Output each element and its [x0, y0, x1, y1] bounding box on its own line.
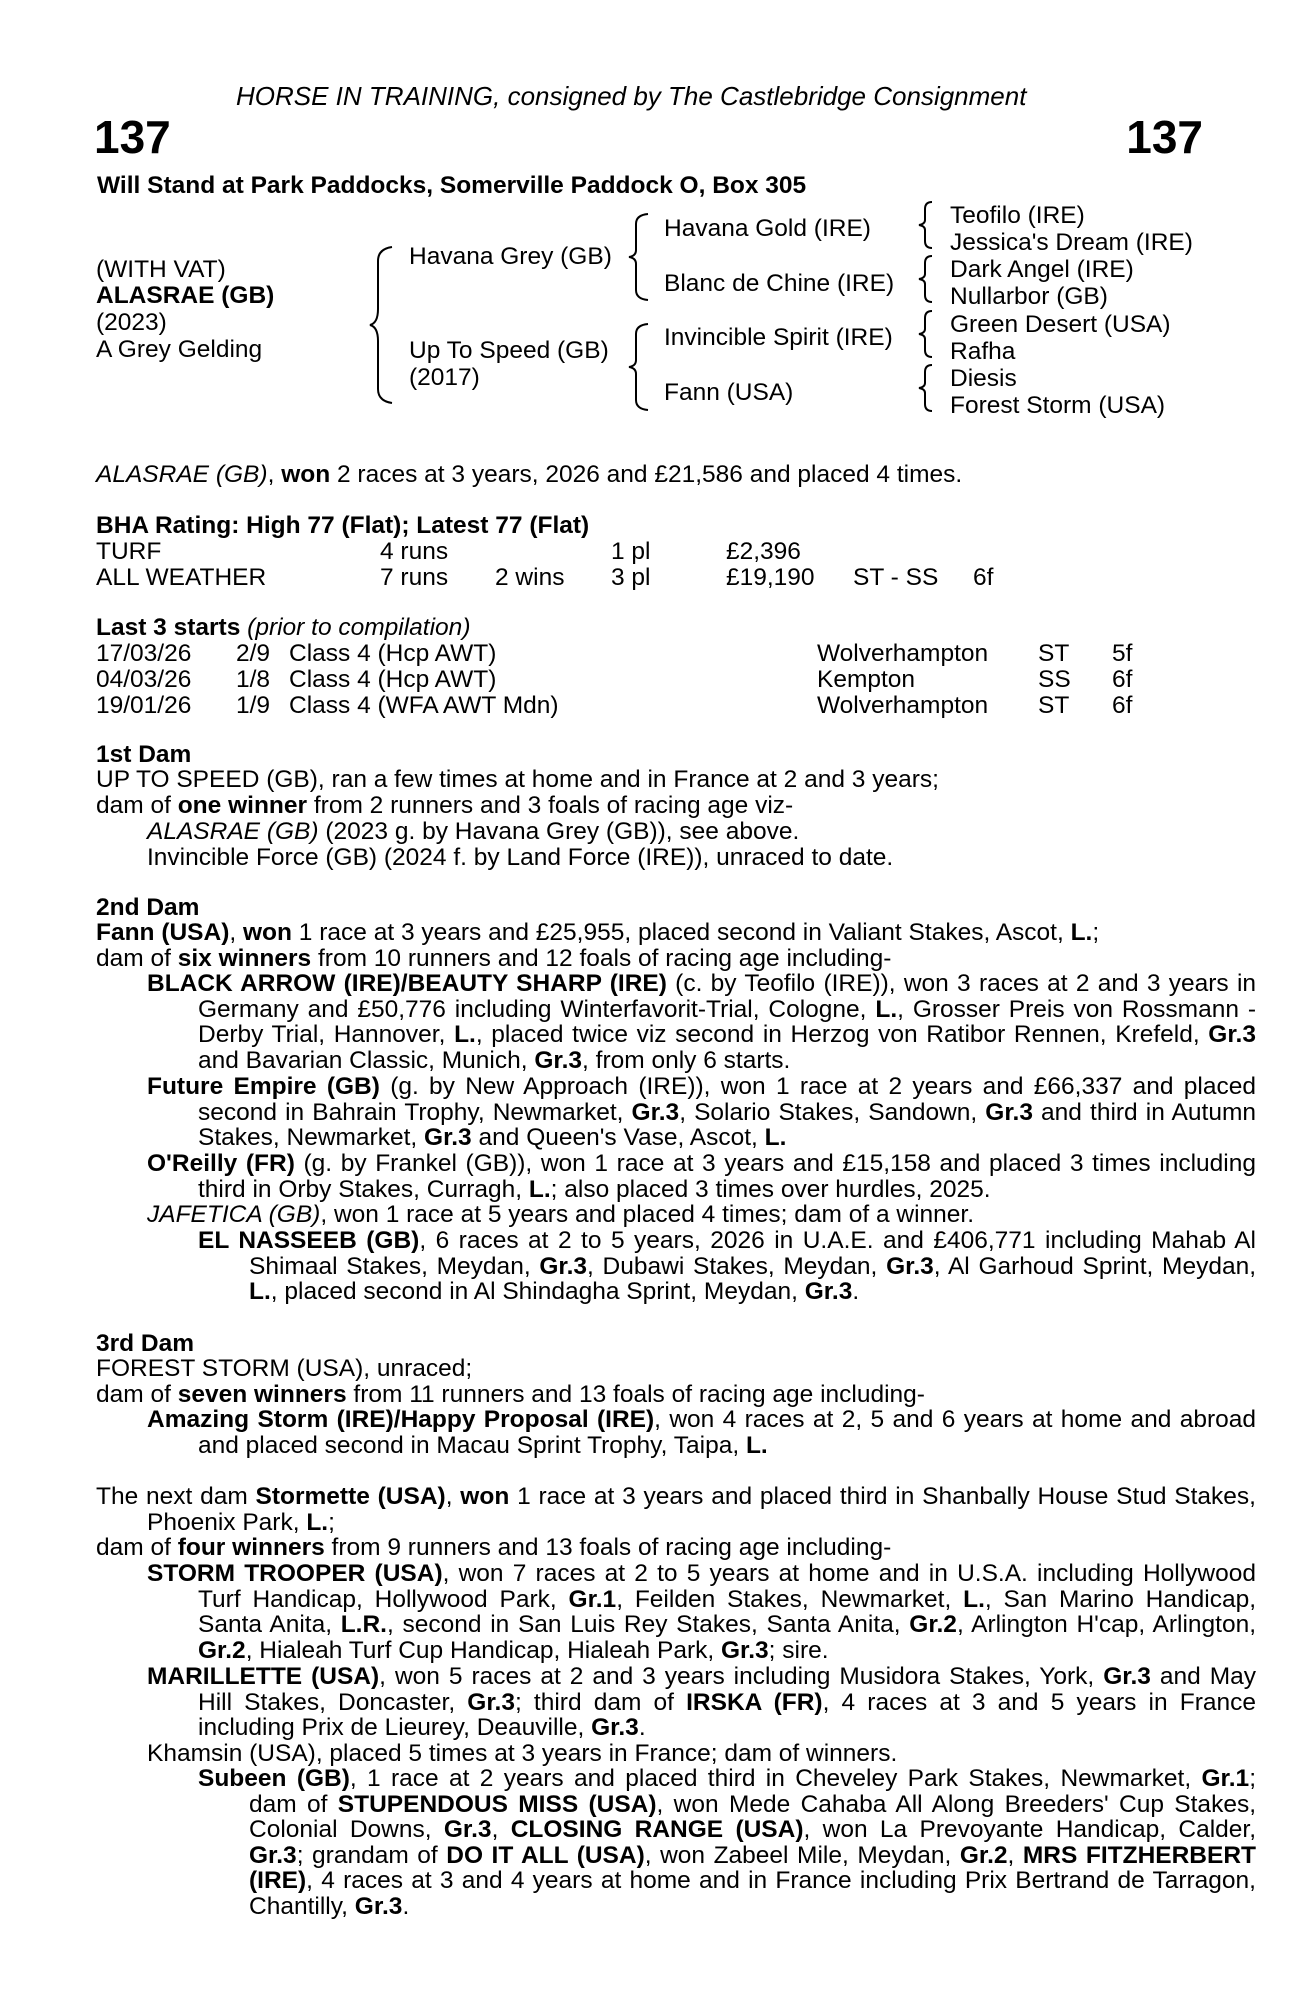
summary-text: 2 races at 3 years, 2026 and £21,586 and placed 4 times. [330, 461, 963, 488]
pedigree-brace-gs4 [916, 363, 936, 413]
text: , [491, 1816, 511, 1843]
rating-heading: BHA Rating: High 77 (Flat); Latest 77 (Flat) [96, 512, 590, 539]
text: , from only 6 starts. [582, 1046, 791, 1074]
text: , won Zabeel Mile, Meydan, [644, 1841, 960, 1869]
text: , placed second in Al Shindagha Sprint, Meydan, [270, 1278, 805, 1305]
pedigree-brace-dam [626, 322, 652, 412]
grade: L. [528, 1175, 551, 1203]
text: , won La Prevoyante Handicap, Calder, [803, 1816, 1257, 1843]
pedigree-brace-sire [626, 212, 652, 302]
text: and Bavarian Classic, Munich, [198, 1046, 535, 1074]
offspring-text: (2023 g. by Havana Grey (GB)), see above. [318, 818, 800, 845]
dam-name: Fann (USA) [96, 919, 230, 946]
grade: Gr.3 [424, 1124, 472, 1151]
next-dam-produce-line [96, 1535, 891, 1561]
grade: Gr.1 [1201, 1765, 1250, 1792]
start-distance: 5f [1112, 640, 1133, 667]
text: dam of [96, 792, 178, 819]
offspring-name: Future Empire (GB) [147, 1073, 380, 1100]
lot-number-left: 137 [94, 111, 171, 163]
grade: Gr.3 [443, 1816, 492, 1843]
text: (c. by Teofilo (IRE)), won 3 races at 2 and 3 years in Germany and £50,776 including Winterfavorit-Trial, Cologne, [198, 970, 1257, 1023]
offspring-name: Amazing Storm (IRE)/Happy Proposal (IRE) [147, 1406, 655, 1433]
text: , second in San Luis Rey Stakes, Santa Anita, [387, 1611, 910, 1638]
won-label: won [243, 919, 292, 946]
start-going: SS [1038, 666, 1071, 693]
text: ; [1092, 919, 1100, 946]
descendant-name: DO IT ALL (USA) [446, 1841, 645, 1869]
rating-runs: 7 runs [380, 564, 449, 591]
text: , Feilden Stakes, Newmarket, [616, 1585, 964, 1613]
rating-placed: 3 pl [611, 564, 651, 591]
text: ; sire. [768, 1636, 829, 1664]
start-race: Class 4 (Hcp AWT) [289, 666, 497, 693]
text: ; third dam of [514, 1688, 687, 1716]
offspring-name: O'Reilly (FR) [147, 1150, 295, 1177]
text: , Arlington H'cap, Arlington, [956, 1611, 1257, 1638]
grade: L. [306, 1508, 329, 1536]
text: , won Mede Cahaba All Along Breeders' Cup Stakes, Colonial Downs, [249, 1790, 1256, 1843]
text: from 10 runners and 12 foals of racing age including- [311, 945, 892, 972]
start-row [96, 640, 1196, 666]
pedigree-brace-main [366, 245, 396, 405]
pedigree-ggs-8: Forest Storm (USA) [950, 392, 1166, 419]
grade: Gr.1 [568, 1585, 617, 1613]
rating-prize: £2,396 [726, 538, 801, 565]
pedigree-brace-gs3 [916, 309, 936, 359]
pedigree-brace-gs1 [916, 200, 936, 250]
start-course: Wolverhampton [817, 692, 989, 719]
winners-count: one winner [177, 792, 308, 819]
pedigree-ggs-2: Jessica's Dream (IRE) [950, 229, 1193, 256]
catalogue-header: HORSE IN TRAINING, consigned by The Castlebridge Consignment [236, 81, 1027, 111]
first-dam-produce-line [96, 793, 793, 819]
pedigree-sire-dam: Blanc de Chine (IRE) [664, 270, 895, 297]
winners-count: seven winners [177, 1381, 347, 1408]
grade: Gr.3 [720, 1636, 769, 1664]
offspring-el-nasseeb [198, 1228, 1256, 1305]
horse-description: A Grey Gelding [96, 336, 263, 363]
grade: Gr.3 [534, 1046, 583, 1074]
pedigree-dam-sire: Invincible Spirit (IRE) [664, 324, 893, 351]
summary-horse-name: ALASRAE (GB) [96, 461, 268, 488]
start-position: 1/8 [236, 666, 271, 693]
text: 1 race at 3 years and £25,955, placed second in Valiant Stakes, Ascot, [292, 919, 1071, 946]
rating-placed: 1 pl [611, 538, 651, 565]
last-starts-title: Last 3 starts [96, 614, 241, 641]
text: ; grandam of [296, 1841, 447, 1869]
pedigree-sire-sire: Havana Gold (IRE) [664, 215, 871, 242]
start-race: Class 4 (WFA AWT Mdn) [289, 692, 559, 719]
last-starts-heading [96, 615, 470, 641]
start-position: 1/9 [236, 692, 271, 719]
offspring-jafetica [147, 1202, 974, 1228]
grade: Gr.3 [985, 1098, 1033, 1126]
offspring-marillette [147, 1664, 1256, 1741]
rating-wins: 2 wins [495, 564, 565, 591]
text: , Hialeah Turf Cup Handicap, Hialeah Park, [245, 1636, 721, 1664]
second-dam-produce-line [96, 946, 891, 972]
pedigree-ggs-5: Green Desert (USA) [950, 311, 1171, 338]
text: , [1007, 1841, 1023, 1869]
offspring-subeen [198, 1766, 1256, 1919]
text: , San Marino Handicap, Santa Anita, [198, 1585, 1257, 1638]
descendant-name: IRSKA (FR) [686, 1688, 823, 1716]
descendant-name: CLOSING RANGE (USA) [510, 1816, 804, 1843]
rating-distance: 6f [973, 564, 994, 591]
text: , 1 race at 2 years and placed third in Cheveley Park Stakes, Newmarket, [349, 1765, 1202, 1792]
text: (g. by Frankel (GB)), won 1 race at 3 years and £15,158 and placed 3 times including third in Orby Stakes, Curragh, [198, 1150, 1257, 1203]
stand-location: Will Stand at Park Paddocks, Somerville Paddock O, Box 305 [97, 172, 807, 199]
offspring-name: Subeen (GB) [198, 1765, 350, 1792]
text: from 11 runners and 13 foals of racing age including- [346, 1381, 925, 1408]
winners-count: four winners [177, 1534, 325, 1561]
text: ; also placed 3 times over hurdles, 2025. [550, 1175, 991, 1203]
horse-year: (2023) [96, 309, 167, 336]
text: . [638, 1714, 646, 1741]
text: 1 race at 3 years and placed third in Shanbally House Stud Stakes, Phoenix Park, [147, 1483, 1256, 1536]
offspring-amazing-storm [147, 1407, 1256, 1458]
vat-status: (WITH VAT) [96, 256, 226, 283]
grade: Gr.3 [804, 1278, 853, 1305]
text: , Grosser Preis von Rossmann - Derby Trial, Hannover, [198, 995, 1256, 1048]
start-going: ST [1038, 640, 1070, 667]
third-dam-produce-line [96, 1382, 925, 1408]
grade: Gr.3 [249, 1841, 297, 1869]
descendant-name: STUPENDOUS MISS (USA) [337, 1790, 657, 1818]
grade: Gr.3 [631, 1098, 680, 1126]
pedigree-dam-dam: Fann (USA) [664, 379, 794, 406]
text: ; [328, 1508, 335, 1536]
grade: L. [454, 1021, 476, 1048]
start-date: 19/01/26 [96, 692, 192, 719]
offspring-name: BLACK ARROW (IRE)/BEAUTY SHARP (IRE) [147, 970, 667, 997]
grade: Gr.3 [1208, 1021, 1256, 1048]
pedigree-dam: Up To Speed (GB) [409, 337, 609, 364]
pedigree-ggs-1: Teofilo (IRE) [950, 202, 1085, 229]
next-dam-line [96, 1484, 1256, 1535]
offspring-name: EL NASSEEB (GB) [198, 1227, 420, 1254]
grade: Gr.3 [467, 1688, 515, 1716]
grade: Gr.2 [909, 1611, 957, 1638]
offspring-oreilly [147, 1151, 1256, 1202]
text: , Al Garhoud Sprint, Meydan, [933, 1252, 1257, 1280]
first-dam-offspring: Invincible Force (GB) (2024 f. by Land Force (IRE)), unraced to date. [147, 844, 894, 871]
second-dam-heading: 2nd Dam [96, 894, 200, 921]
text: (g. by New Approach (IRE)), won 1 race at 2 years and £66,337 and placed second in Bahrain Trophy, Newmarket, [198, 1073, 1256, 1126]
won-label: won [460, 1483, 510, 1510]
grade: Gr.3 [354, 1892, 403, 1920]
rating-surface: TURF [96, 538, 162, 565]
offspring-black-arrow [147, 971, 1256, 1073]
rating-surface: ALL WEATHER [96, 564, 267, 591]
horse-name: ALASRAE (GB) [96, 282, 275, 309]
text: The next dam [96, 1483, 256, 1510]
offspring-name: STORM TROOPER (USA) [147, 1560, 443, 1587]
text: dam of [96, 945, 178, 972]
grade: Gr.3 [539, 1252, 588, 1280]
rating-prize: £19,190 [726, 564, 815, 591]
text: , won 4 races at 2, 5 and 6 years at home and abroad and placed second in Macau Sprint Trophy, Taipa, [198, 1406, 1256, 1459]
offspring-future-empire [147, 1074, 1256, 1151]
third-dam-heading: 3rd Dam [96, 1330, 195, 1357]
pedigree-ggs-6: Rafha [950, 338, 1016, 365]
summary-won: won [281, 461, 331, 488]
pedigree-brace-gs2 [916, 254, 936, 304]
dam-name: Stormette (USA) [255, 1483, 446, 1510]
text: , [445, 1483, 461, 1510]
pedigree-dam-year: (2017) [409, 364, 480, 391]
text: dam of [96, 1534, 178, 1561]
lot-number-right: 137 [1126, 111, 1203, 163]
start-going: ST [1038, 692, 1070, 719]
rating-going: ST - SS [853, 564, 939, 591]
text: , Dubawi Stakes, Meydan, [587, 1252, 887, 1280]
text: and Queen's Vase, Ascot, [471, 1124, 765, 1151]
grade: Gr.3 [591, 1714, 639, 1741]
grade: Gr.3 [1103, 1663, 1151, 1690]
text: from 9 runners and 13 foals of racing age including- [324, 1534, 892, 1561]
start-distance: 6f [1112, 692, 1133, 719]
grade: L. [745, 1431, 768, 1459]
grade: L. [963, 1585, 985, 1613]
start-position: 2/9 [236, 640, 271, 667]
pedigree-ggs-3: Dark Angel (IRE) [950, 256, 1134, 283]
text: , [229, 919, 243, 946]
rating-runs: 4 runs [380, 538, 449, 565]
start-row [96, 692, 1196, 718]
winners-count: six winners [177, 945, 312, 972]
offspring-name: ALASRAE (GB) [147, 818, 319, 845]
offspring-name: MARILLETTE (USA) [147, 1663, 380, 1690]
text: , placed twice viz second in Herzog von Ratibor Rennen, Krefeld, [475, 1021, 1209, 1048]
last-starts-note: (prior to compilation) [247, 614, 471, 641]
descendant-name: MRS FITZHERBERT (IRE) [249, 1841, 1257, 1894]
text: from 2 runners and 3 foals of racing age viz- [307, 792, 794, 819]
text: and third in Autumn Stakes, Newmarket, [198, 1098, 1256, 1151]
offspring-storm-trooper [147, 1561, 1256, 1663]
second-dam-line [96, 920, 1099, 946]
grade: Gr.2 [959, 1841, 1008, 1869]
third-dam-line: FOREST STORM (USA), unraced; [96, 1355, 473, 1382]
pedigree-sire: Havana Grey (GB) [409, 243, 612, 270]
first-dam-offspring [147, 819, 799, 845]
text: dam of [96, 1381, 178, 1408]
text: ; dam of [249, 1765, 1256, 1818]
start-date: 04/03/26 [96, 666, 192, 693]
text: , 4 races at 3 and 4 years at home and in France including Prix Bertrand de Tarragon, Chantilly, [249, 1867, 1256, 1920]
start-distance: 6f [1112, 666, 1133, 693]
grade: Gr.2 [198, 1636, 246, 1664]
text: , won 5 races at 2 and 3 years including Musidora Stakes, York, [379, 1663, 1104, 1690]
offspring-name: JAFETICA (GB) [147, 1201, 321, 1228]
rating-row [96, 564, 1196, 590]
grade: Gr.3 [886, 1252, 934, 1280]
grade: L. [249, 1278, 271, 1305]
first-dam-heading: 1st Dam [96, 741, 192, 768]
text: , 4 races at 3 and 5 years in France including Prix de Lieurey, Deauville, [198, 1688, 1256, 1741]
text: , won 7 races at 2 to 5 years at home and in U.S.A. including Hollywood Turf Handicap, Hollywood Park, [198, 1560, 1256, 1613]
start-course: Wolverhampton [817, 640, 989, 667]
grade: L.R. [340, 1611, 387, 1638]
start-race: Class 4 (Hcp AWT) [289, 640, 497, 667]
text: . [852, 1278, 860, 1305]
grade: L. [875, 995, 898, 1023]
pedigree-ggs-7: Diesis [950, 365, 1017, 392]
pedigree-ggs-4: Nullarbor (GB) [950, 283, 1108, 310]
text: , 6 races at 2 to 5 years, 2026 in U.A.E. and £406,771 including Mahab Al Shimaal Stakes, Meydan, [249, 1227, 1256, 1280]
text: , Solario Stakes, Sandown, [679, 1098, 986, 1126]
text: , won 1 race at 5 years and placed 4 times; dam of a winner. [320, 1201, 975, 1228]
text: . [402, 1892, 410, 1920]
text: and May Hill Stakes, Doncaster, [198, 1663, 1257, 1716]
grade: L. [1070, 919, 1093, 946]
rating-row [96, 538, 1196, 564]
start-date: 17/03/26 [96, 640, 192, 667]
first-dam-line: UP TO SPEED (GB), ran a few times at home and in France at 2 and 3 years; [96, 766, 939, 793]
offspring-khamsin: Khamsin (USA), placed 5 times at 3 years in France; dam of winners. [147, 1740, 898, 1767]
grade: L. [764, 1124, 787, 1151]
race-summary: ALASRAE (GB), won 2 races at 3 years, 2026 and £21,586 and placed 4 times. [96, 461, 963, 488]
start-row [96, 666, 1196, 692]
start-course: Kempton [817, 666, 916, 693]
